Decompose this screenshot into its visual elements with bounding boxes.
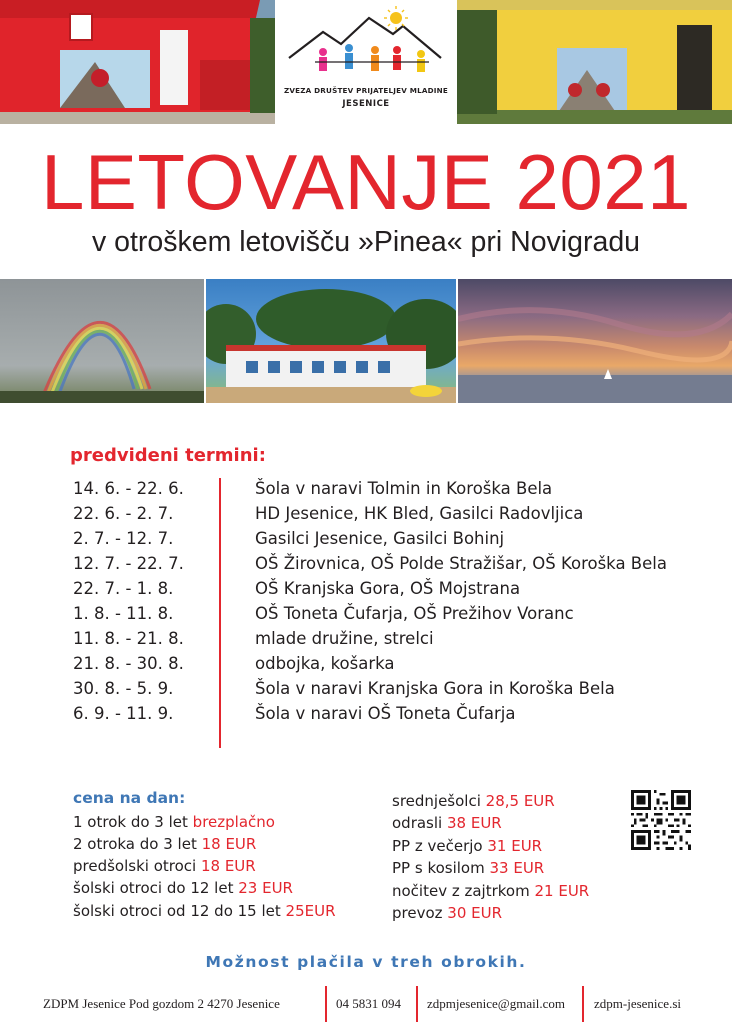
- price-label: srednješolci: [392, 792, 486, 810]
- terms-heading: predvideni termini:: [70, 445, 266, 466]
- price-label: šolski otroci do 12 let: [73, 879, 239, 897]
- logo-city: JESENICE: [342, 99, 390, 109]
- footer-divider: [325, 986, 327, 1022]
- photo-rainbow: [0, 279, 204, 403]
- price-heading: cena na dan:: [73, 789, 186, 807]
- photo-red-cabin: [0, 0, 275, 124]
- price-value: 21 EUR: [534, 882, 590, 900]
- price-value: 18 EUR: [201, 835, 257, 853]
- price-value: 30 EUR: [447, 904, 503, 922]
- term-date: 2. 7. - 12. 7.: [73, 529, 174, 548]
- term-date: 11. 8. - 21. 8.: [73, 629, 184, 648]
- term-description: odbojka, košarka: [255, 654, 395, 673]
- price-label: prevoz: [392, 904, 448, 922]
- term-description: Šola v naravi Kranjska Gora in Koroška Bela: [255, 679, 615, 698]
- price-value: 25EUR: [285, 902, 336, 920]
- term-description: Šola v naravi OŠ Toneta Čufarja: [255, 704, 516, 723]
- term-date: 21. 8. - 30. 8.: [73, 654, 184, 673]
- price-line: [73, 833, 256, 856]
- term-description: mlade družine, strelci: [255, 629, 434, 648]
- term-description: Gasilci Jesenice, Gasilci Bohinj: [255, 529, 505, 548]
- price-line: [73, 811, 275, 834]
- term-description: OŠ Kranjska Gora, OŠ Mojstrana: [255, 579, 521, 598]
- price-value: 33 EUR: [489, 859, 545, 877]
- logo-organization-name: ZVEZA DRUŠTEV PRIJATELJEV MLADINE: [283, 86, 448, 95]
- term-description: Šola v naravi Tolmin in Koroška Bela: [255, 479, 553, 498]
- price-label: šolski otroci od 12 do 15 let: [73, 902, 286, 920]
- price-line: [392, 790, 555, 813]
- term-description: HD Jesenice, HK Bled, Gasilci Radovljica: [255, 504, 584, 523]
- photo-pinea-building: [206, 279, 456, 403]
- qr-code[interactable]: [631, 790, 691, 850]
- footer-address: ZDPM Jesenice Pod gozdom 2 4270 Jesenice: [43, 996, 280, 1011]
- term-date: 6. 9. - 11. 9.: [73, 704, 174, 723]
- organization-logo: [275, 0, 457, 124]
- footer-website[interactable]: zdpm-jesenice.si: [594, 996, 681, 1011]
- term-date: 22. 6. - 2. 7.: [73, 504, 174, 523]
- poster-subtitle: v otroškem letovišču »Pinea« pri Novigradu: [91, 226, 641, 258]
- price-label: nočitev z zajtrkom: [392, 882, 535, 900]
- term-date: 22. 7. - 1. 8.: [73, 579, 174, 598]
- price-label: PP z večerjo: [392, 837, 488, 855]
- price-value: 18 EUR: [200, 857, 256, 875]
- footer-divider: [582, 986, 584, 1022]
- term-description: OŠ Toneta Čufarja, OŠ Prežihov Voranc: [255, 604, 574, 623]
- price-line: [392, 857, 544, 880]
- terms-divider: [219, 478, 221, 748]
- term-date: 14. 6. - 22. 6.: [73, 479, 184, 498]
- price-line: [73, 877, 293, 900]
- price-line: [392, 902, 502, 925]
- term-date: 30. 8. - 5. 9.: [73, 679, 174, 698]
- photo-sea-sunset: [458, 279, 732, 403]
- price-line: [73, 855, 256, 878]
- term-date: 1. 8. - 11. 8.: [73, 604, 174, 623]
- price-value: 23 EUR: [238, 879, 293, 897]
- price-label: 2 otroka do 3 let: [73, 835, 202, 853]
- price-value: 38 EUR: [446, 814, 502, 832]
- price-label: odrasli: [392, 814, 447, 832]
- price-value: 28,5 EUR: [485, 792, 555, 810]
- price-line: [73, 900, 336, 923]
- price-value: brezplačno: [192, 813, 275, 831]
- price-label: PP s kosilom: [392, 859, 490, 877]
- payment-note: Možnost plačila v treh obrokih.: [205, 953, 527, 971]
- footer-phone[interactable]: 04 5831 094: [336, 996, 401, 1011]
- term-date: 12. 7. - 22. 7.: [73, 554, 184, 573]
- term-description: OŠ Žirovnica, OŠ Polde Stražišar, OŠ Koroška Bela: [255, 554, 667, 573]
- poster-title: LETOVANJE 2021: [40, 138, 692, 226]
- price-label: 1 otrok do 3 let: [73, 813, 193, 831]
- price-label: predšolski otroci: [73, 857, 201, 875]
- price-value: 31 EUR: [487, 837, 543, 855]
- price-line: [392, 835, 542, 858]
- footer-divider: [416, 986, 418, 1022]
- price-line: [392, 812, 502, 835]
- footer-email[interactable]: zdpmjesenice@gmail.com: [427, 996, 565, 1011]
- price-line: [392, 880, 589, 903]
- photo-yellow-cabin: [457, 0, 732, 124]
